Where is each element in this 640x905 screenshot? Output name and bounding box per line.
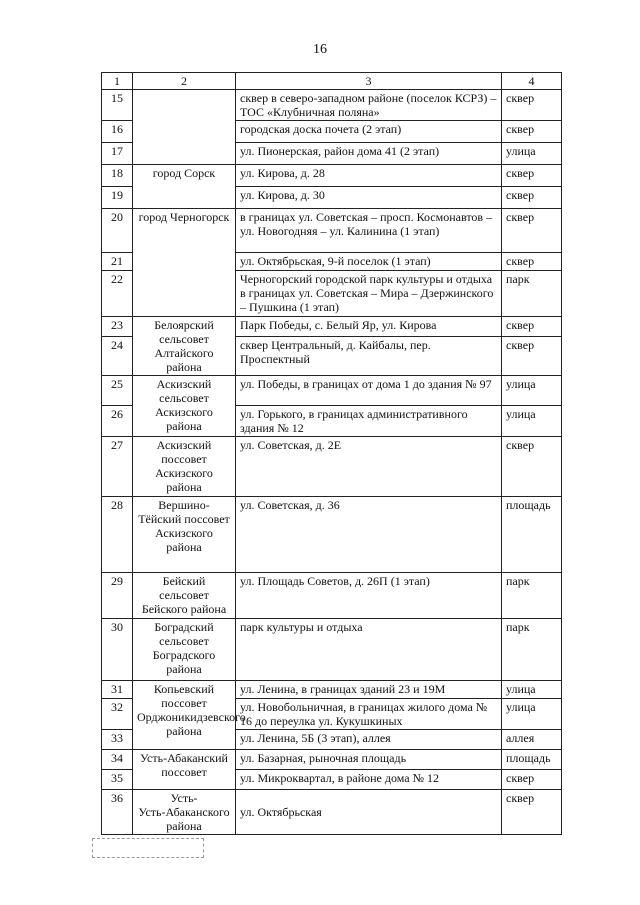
row-number: 35 [102, 770, 133, 790]
table-row [102, 209, 562, 253]
table-row [102, 437, 562, 497]
type-cell: улица [502, 376, 562, 406]
row-number: 17 [102, 143, 133, 165]
row-number: 25 [102, 376, 133, 406]
row-number: 21 [102, 253, 133, 271]
row-number: 16 [102, 121, 133, 143]
address-cell: ул. Советская, д. 36 [236, 497, 502, 573]
type-cell: парк [502, 271, 562, 317]
place-cell-empty [133, 90, 236, 165]
type-cell: аллея [502, 730, 562, 750]
row-number: 28 [102, 497, 133, 573]
column-header: 4 [502, 73, 562, 90]
address-cell: ул. Базарная, рыночная площадь [236, 750, 502, 770]
row-number: 18 [102, 165, 133, 187]
address-cell: Черногорский городской парк культуры и отдыха в границах ул. Советская – Мира – Дзержинского – Пушкина (1 этап) [236, 271, 502, 317]
row-number: 19 [102, 187, 133, 209]
table-row [102, 376, 562, 406]
row-number: 31 [102, 681, 133, 699]
type-cell: сквер [502, 437, 562, 497]
place-cell: Бейский сельсовет Бейского района [133, 573, 236, 619]
row-number: 27 [102, 437, 133, 497]
type-cell: сквер [502, 253, 562, 271]
type-cell: сквер [502, 121, 562, 143]
table-header-row [102, 73, 562, 90]
type-cell: сквер [502, 209, 562, 253]
place-cell: Усть- Усть-Абаканского района [133, 790, 236, 835]
address-cell: сквер Центральный, д. Кайбалы, пер. Проспектный [236, 337, 502, 376]
row-number: 29 [102, 573, 133, 619]
type-cell: сквер [502, 770, 562, 790]
address-cell: ул. Кирова, д. 28 [236, 165, 502, 187]
type-cell: площадь [502, 497, 562, 573]
table-row [102, 681, 562, 699]
table-row [102, 165, 562, 187]
place-cell: Аскизский поссовет Аскизского района [133, 437, 236, 497]
table-row [102, 90, 562, 121]
address-cell: ул. Кирова, д. 30 [236, 187, 502, 209]
type-cell: сквер [502, 317, 562, 337]
row-number: 15 [102, 90, 133, 121]
place-cell: Усть-Абаканский поссовет [133, 750, 236, 790]
type-cell: улица [502, 143, 562, 165]
address-cell: парк культуры и отдыха [236, 619, 502, 681]
place-cell: город Черногорск [133, 209, 236, 317]
column-header: 2 [133, 73, 236, 90]
table-row [102, 573, 562, 619]
type-cell: сквер [502, 790, 562, 835]
table-row [102, 750, 562, 770]
address-cell: ул. Микроквартал, в районе дома № 12 [236, 770, 502, 790]
place-cell: город Сорск [133, 165, 236, 209]
row-number: 26 [102, 406, 133, 437]
address-cell: ул. Горького, в границах административного здания № 12 [236, 406, 502, 437]
place-cell: Боградский сельсовет Боградского района [133, 619, 236, 681]
address-cell: Парк Победы, с. Белый Яр, ул. Кирова [236, 317, 502, 337]
place-cell: Белоярский сельсовет Алтайского района [133, 317, 236, 376]
type-cell: сквер [502, 90, 562, 121]
type-cell: улица [502, 699, 562, 730]
address-cell: городская доска почета (2 этап) [236, 121, 502, 143]
row-number: 33 [102, 730, 133, 750]
page-number: 16 [313, 42, 327, 57]
address-cell: ул. Ленина, в границах зданий 23 и 19М [236, 681, 502, 699]
address-cell: сквер в северо-западном районе (поселок КСРЗ) – ТОС «Клубничная поляна» [236, 90, 502, 121]
row-number: 23 [102, 317, 133, 337]
table-row [102, 497, 562, 573]
table-row [102, 317, 562, 337]
type-cell: сквер [502, 337, 562, 376]
type-cell: сквер [502, 165, 562, 187]
place-cell: Аскизский сельсовет Аскизского района [133, 376, 236, 437]
row-number: 24 [102, 337, 133, 376]
row-number: 20 [102, 209, 133, 253]
address-cell: ул. Ленина, 5Б (3 этап), аллея [236, 730, 502, 750]
address-cell: ул. Победы, в границах от дома 1 до здания № 97 [236, 376, 502, 406]
column-header: 1 [102, 73, 133, 90]
scan-stamp-mark [92, 838, 204, 858]
place-cell: Вершино-Тёйский поссовет Аскизского района [133, 497, 236, 573]
row-number: 36 [102, 790, 133, 835]
table-row [102, 790, 562, 835]
type-cell: улица [502, 681, 562, 699]
row-number: 30 [102, 619, 133, 681]
address-cell: ул. Октябрьская [236, 790, 502, 835]
address-cell: в границах ул. Советская – просп. Космонавтов – ул. Новогодняя – ул. Калинина (1 этап) [236, 209, 502, 253]
type-cell: сквер [502, 187, 562, 209]
type-cell: парк [502, 573, 562, 619]
row-number: 32 [102, 699, 133, 730]
document-table [101, 72, 562, 835]
address-cell: ул. Советская, д. 2Е [236, 437, 502, 497]
type-cell: площадь [502, 750, 562, 770]
address-cell: ул. Площадь Советов, д. 26П (1 этап) [236, 573, 502, 619]
type-cell: улица [502, 406, 562, 437]
address-cell: ул. Пионерская, район дома 41 (2 этап) [236, 143, 502, 165]
address-cell: ул. Новобольничная, в границах жилого дома № 16 до переулка ул. Кукушкиных [236, 699, 502, 730]
type-cell: парк [502, 619, 562, 681]
address-cell: ул. Октябрьская, 9-й поселок (1 этап) [236, 253, 502, 271]
row-number: 22 [102, 271, 133, 317]
row-number: 34 [102, 750, 133, 770]
column-header: 3 [236, 73, 502, 90]
table-row [102, 619, 562, 681]
place-cell-text: Усть-Абаканского района [138, 805, 230, 833]
place-cell: Копьевский поссовет Орджоникидзевского района [133, 681, 236, 750]
